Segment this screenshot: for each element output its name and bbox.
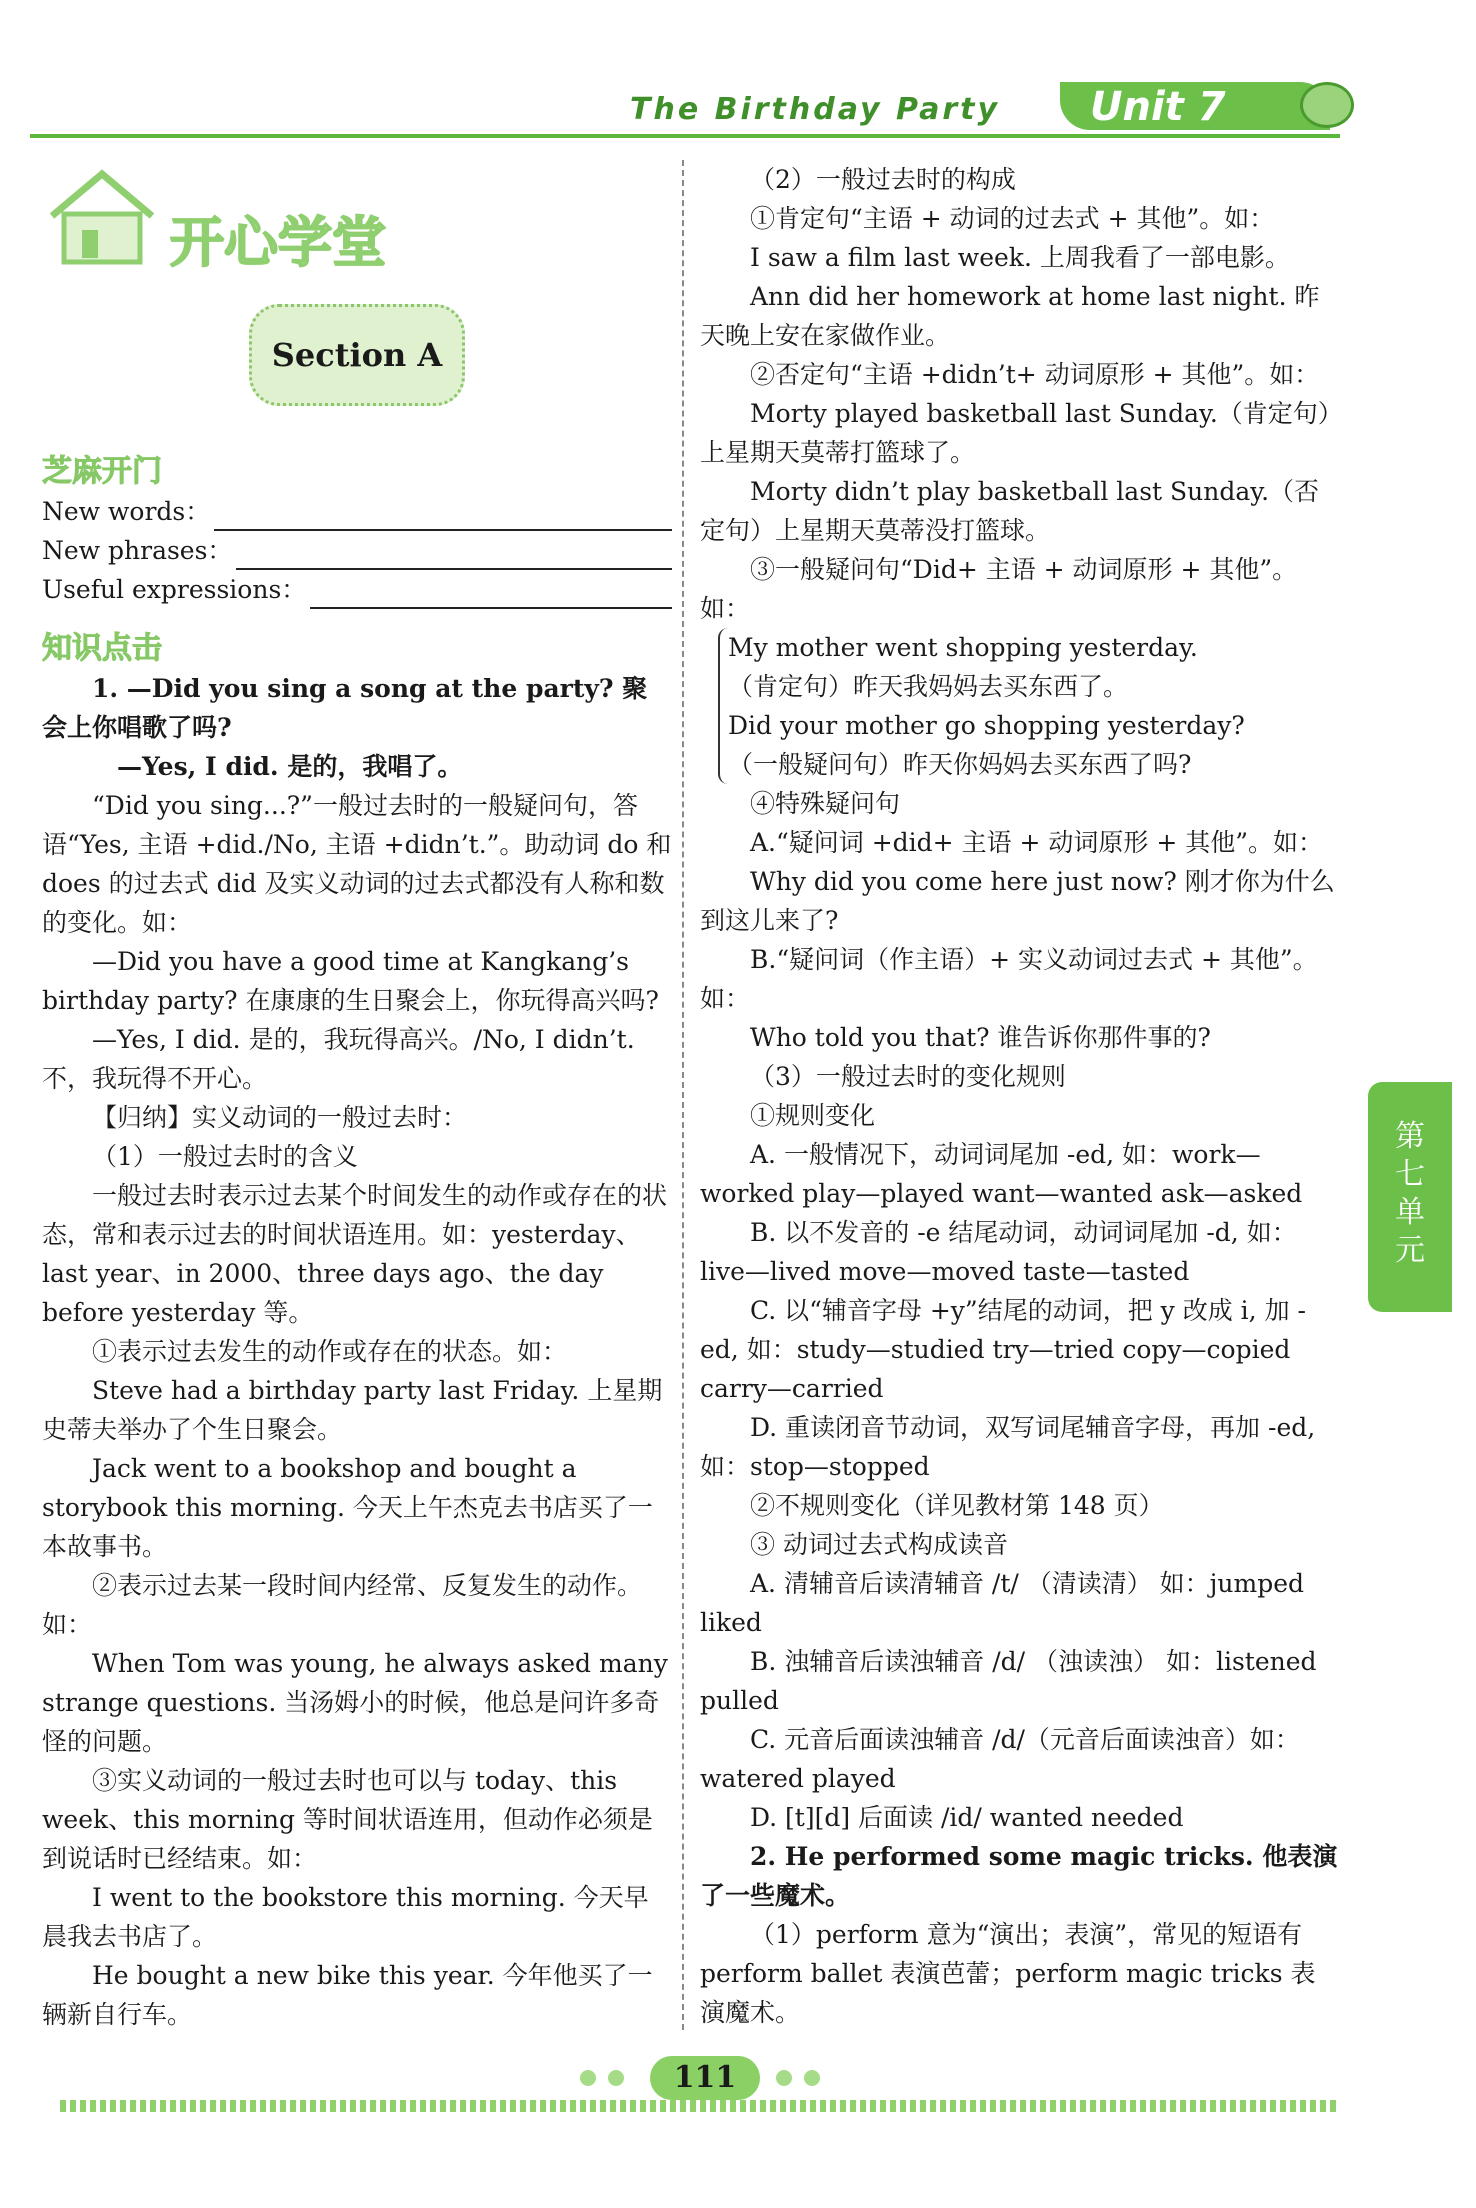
footer-dot	[608, 2070, 624, 2086]
rule-item: A. 清辅音后读清辅音 /t/ （清读清） 如：jumped liked	[700, 1569, 1305, 1637]
rule-item: ①表示过去发生的动作或存在的状态。如：	[92, 1337, 568, 1366]
rule-item: ①肯定句“主语 + 动词的过去式 + 其他”。如：	[750, 204, 1275, 233]
field-useful-expressions: Useful expressions：	[42, 570, 672, 609]
footer-bar	[60, 2100, 1340, 2112]
example: He bought a new bike this year. 今年他买了一辆新自行车。	[42, 1961, 653, 2029]
unit-side-tab	[1368, 1082, 1452, 1312]
right-column	[700, 160, 1340, 2032]
point-1-answer: —Yes, I did. 是的，我唱了。	[117, 752, 463, 781]
example: Jack went to a bookshop and bought a storybook this morning. 今天上午杰克去书店买了一本故事书。	[42, 1454, 653, 1561]
subhead-zhima: 芝麻开门	[42, 454, 162, 489]
footer-dot	[580, 2070, 596, 2086]
rule-item: A. 一般情况下，动词词尾加 -ed, 如：work—worked play—played want—wanted ask—asked	[700, 1140, 1303, 1208]
subheading: （1）一般过去时的含义	[92, 1142, 358, 1171]
example: —Did you have a good time at Kangkang’s birthday party? 在康康的生日聚会上，你玩得高兴吗?	[42, 947, 659, 1015]
header-title: The Birthday Party	[630, 92, 1001, 127]
example: （肯定句）昨天我妈妈去买东西了。	[728, 672, 1129, 701]
example: （一般疑问句）昨天你妈妈去买东西了吗?	[728, 750, 1192, 779]
blank-line[interactable]	[310, 579, 672, 609]
example: I went to the bookstore this morning. 今天早晨我去书店了。	[42, 1883, 649, 1951]
example: Did your mother go shopping yesterday?	[728, 711, 1245, 740]
paragraph: “Did you sing...?”一般过去时的一般疑问句，答语“Yes, 主语 +did./No, 主语 +didn’t.”。助动词 do 和 does 的过去式 did 及实义动词的过去式都没有人称和数的变化。如：	[42, 791, 672, 937]
example: Morty didn’t play basketball last Sunday.（否定句）上星期天莫蒂没打篮球。	[700, 477, 1320, 545]
brand-logo	[42, 160, 672, 280]
rule-item: D. 重读闭音节动词，双写词尾辅音字母，再加 -ed, 如：stop—stopped	[700, 1413, 1316, 1481]
example: I saw a film last week. 上周我看了一部电影。	[750, 243, 1290, 272]
header-rule	[30, 134, 1340, 138]
example: Who told you that? 谁告诉你那件事的?	[750, 1023, 1211, 1052]
footer-dot	[776, 2070, 792, 2086]
rule-item: ③一般疑问句“Did+ 主语 + 动词原形 + 其他”。如：	[700, 555, 1298, 623]
rule-item: ②否定句“主语 +didn’t+ 动词原形 + 其他”。如：	[750, 360, 1320, 389]
rule-item: ②表示过去某一段时间内经常、反复发生的动作。如：	[42, 1571, 643, 1639]
page-number: 111	[650, 2056, 760, 2100]
example: —Yes, I did. 是的，我玩得高兴。/No, I didn’t. 不，我玩得不开心。	[42, 1025, 635, 1093]
point-2-heading: 2. He performed some magic tricks. 他表演了一些魔术。	[700, 1842, 1338, 1910]
rule-item: ②不规则变化（详见教材第 148 页）	[750, 1491, 1164, 1520]
example: Morty played basketball last Sunday.（肯定句）上星期天莫蒂打篮球了。	[700, 399, 1331, 467]
subheading: （3）一般过去时的变化规则	[750, 1062, 1066, 1091]
rule-item: B. 浊辅音后读浊辅音 /d/ （浊读浊） 如：listened pulled	[700, 1647, 1317, 1715]
house-icon	[42, 166, 162, 266]
example: Ann did her homework at home last night. 昨天晚上安在家做作业。	[700, 282, 1320, 350]
subhead-zhishi: 知识点击	[42, 631, 162, 666]
summary-label: 【归纳】实义动词的一般过去时：	[92, 1103, 468, 1132]
paragraph: （1）perform 意为“演出；表演”，常见的短语有 perform ballet 表演芭蕾；perform magic tricks 表演魔术。	[700, 1920, 1316, 2027]
subheading: （2）一般过去时的构成	[750, 165, 1016, 194]
page-footer	[60, 2040, 1340, 2120]
example: When Tom was young, he always asked many strange questions. 当汤姆小的时候，他总是问许多奇怪的问题。	[42, 1649, 668, 1756]
brace-group	[718, 628, 1340, 784]
page-header	[30, 78, 1340, 142]
side-tab-label: 第七单元	[1395, 1119, 1425, 1268]
rule-item: ④特殊疑问句	[750, 789, 901, 818]
rule-item: A.“疑问词 +did+ 主语 + 动词原形 + 其他”。如：	[750, 828, 1324, 857]
rule-item: C. 以“辅音字母 +y”结尾的动词，把 y 改成 i, 加 -ed, 如：study—studied try—tried copy—copied carry—carried	[700, 1296, 1306, 1403]
section-badge: Section A	[249, 304, 465, 406]
paragraph: 一般过去时表示过去某个时间发生的动作或存在的状态，常和表示过去的时间状语连用。如：yesterday、last year、in 2000、three days ago、the day before yesterday 等。	[42, 1181, 668, 1327]
example: Why did you come here just now? 刚才你为什么到这儿来了?	[700, 867, 1335, 935]
blank-line[interactable]	[236, 540, 672, 570]
rule-item: B. 以不发音的 -e 结尾动词，动词词尾加 -d, 如：live—lived move—moved taste—tasted	[700, 1218, 1297, 1286]
field-new-words: New words：	[42, 492, 672, 531]
blank-line[interactable]	[214, 501, 672, 531]
point-1-question: 1. —Did you sing a song at the party? 聚会上你唱歌了吗?	[42, 674, 648, 742]
field-new-phrases: New phrases：	[42, 531, 672, 570]
rule-item: B.“疑问词（作主语）+ 实义动词过去式 + 其他”。如：	[700, 945, 1318, 1013]
example: My mother went shopping yesterday.	[728, 633, 1198, 662]
rule-item: ③ 动词过去式构成读音	[750, 1530, 1008, 1559]
rule-item: ③实义动词的一般过去时也可以与 today、this week、this morning 等时间状语连用，但动作必须是到说话时已经结束。如：	[42, 1766, 653, 1873]
rule-item: C. 元音后面读浊辅音 /d/（元音后面读浊音）如：watered played	[700, 1725, 1300, 1793]
unit-label: Unit 7	[1090, 84, 1226, 130]
footer-dot	[804, 2070, 820, 2086]
rule-item: D. [t][d] 后面读 /id/ wanted needed	[750, 1803, 1184, 1832]
brand-title: 开心学堂	[170, 211, 386, 274]
example: Steve had a birthday party last Friday. 上星期史蒂夫举办了个生日聚会。	[42, 1376, 663, 1444]
column-divider	[682, 160, 684, 2030]
heart-leaf-icon	[1300, 82, 1354, 128]
rule-item: ①规则变化	[750, 1101, 876, 1130]
left-column	[42, 160, 672, 2034]
